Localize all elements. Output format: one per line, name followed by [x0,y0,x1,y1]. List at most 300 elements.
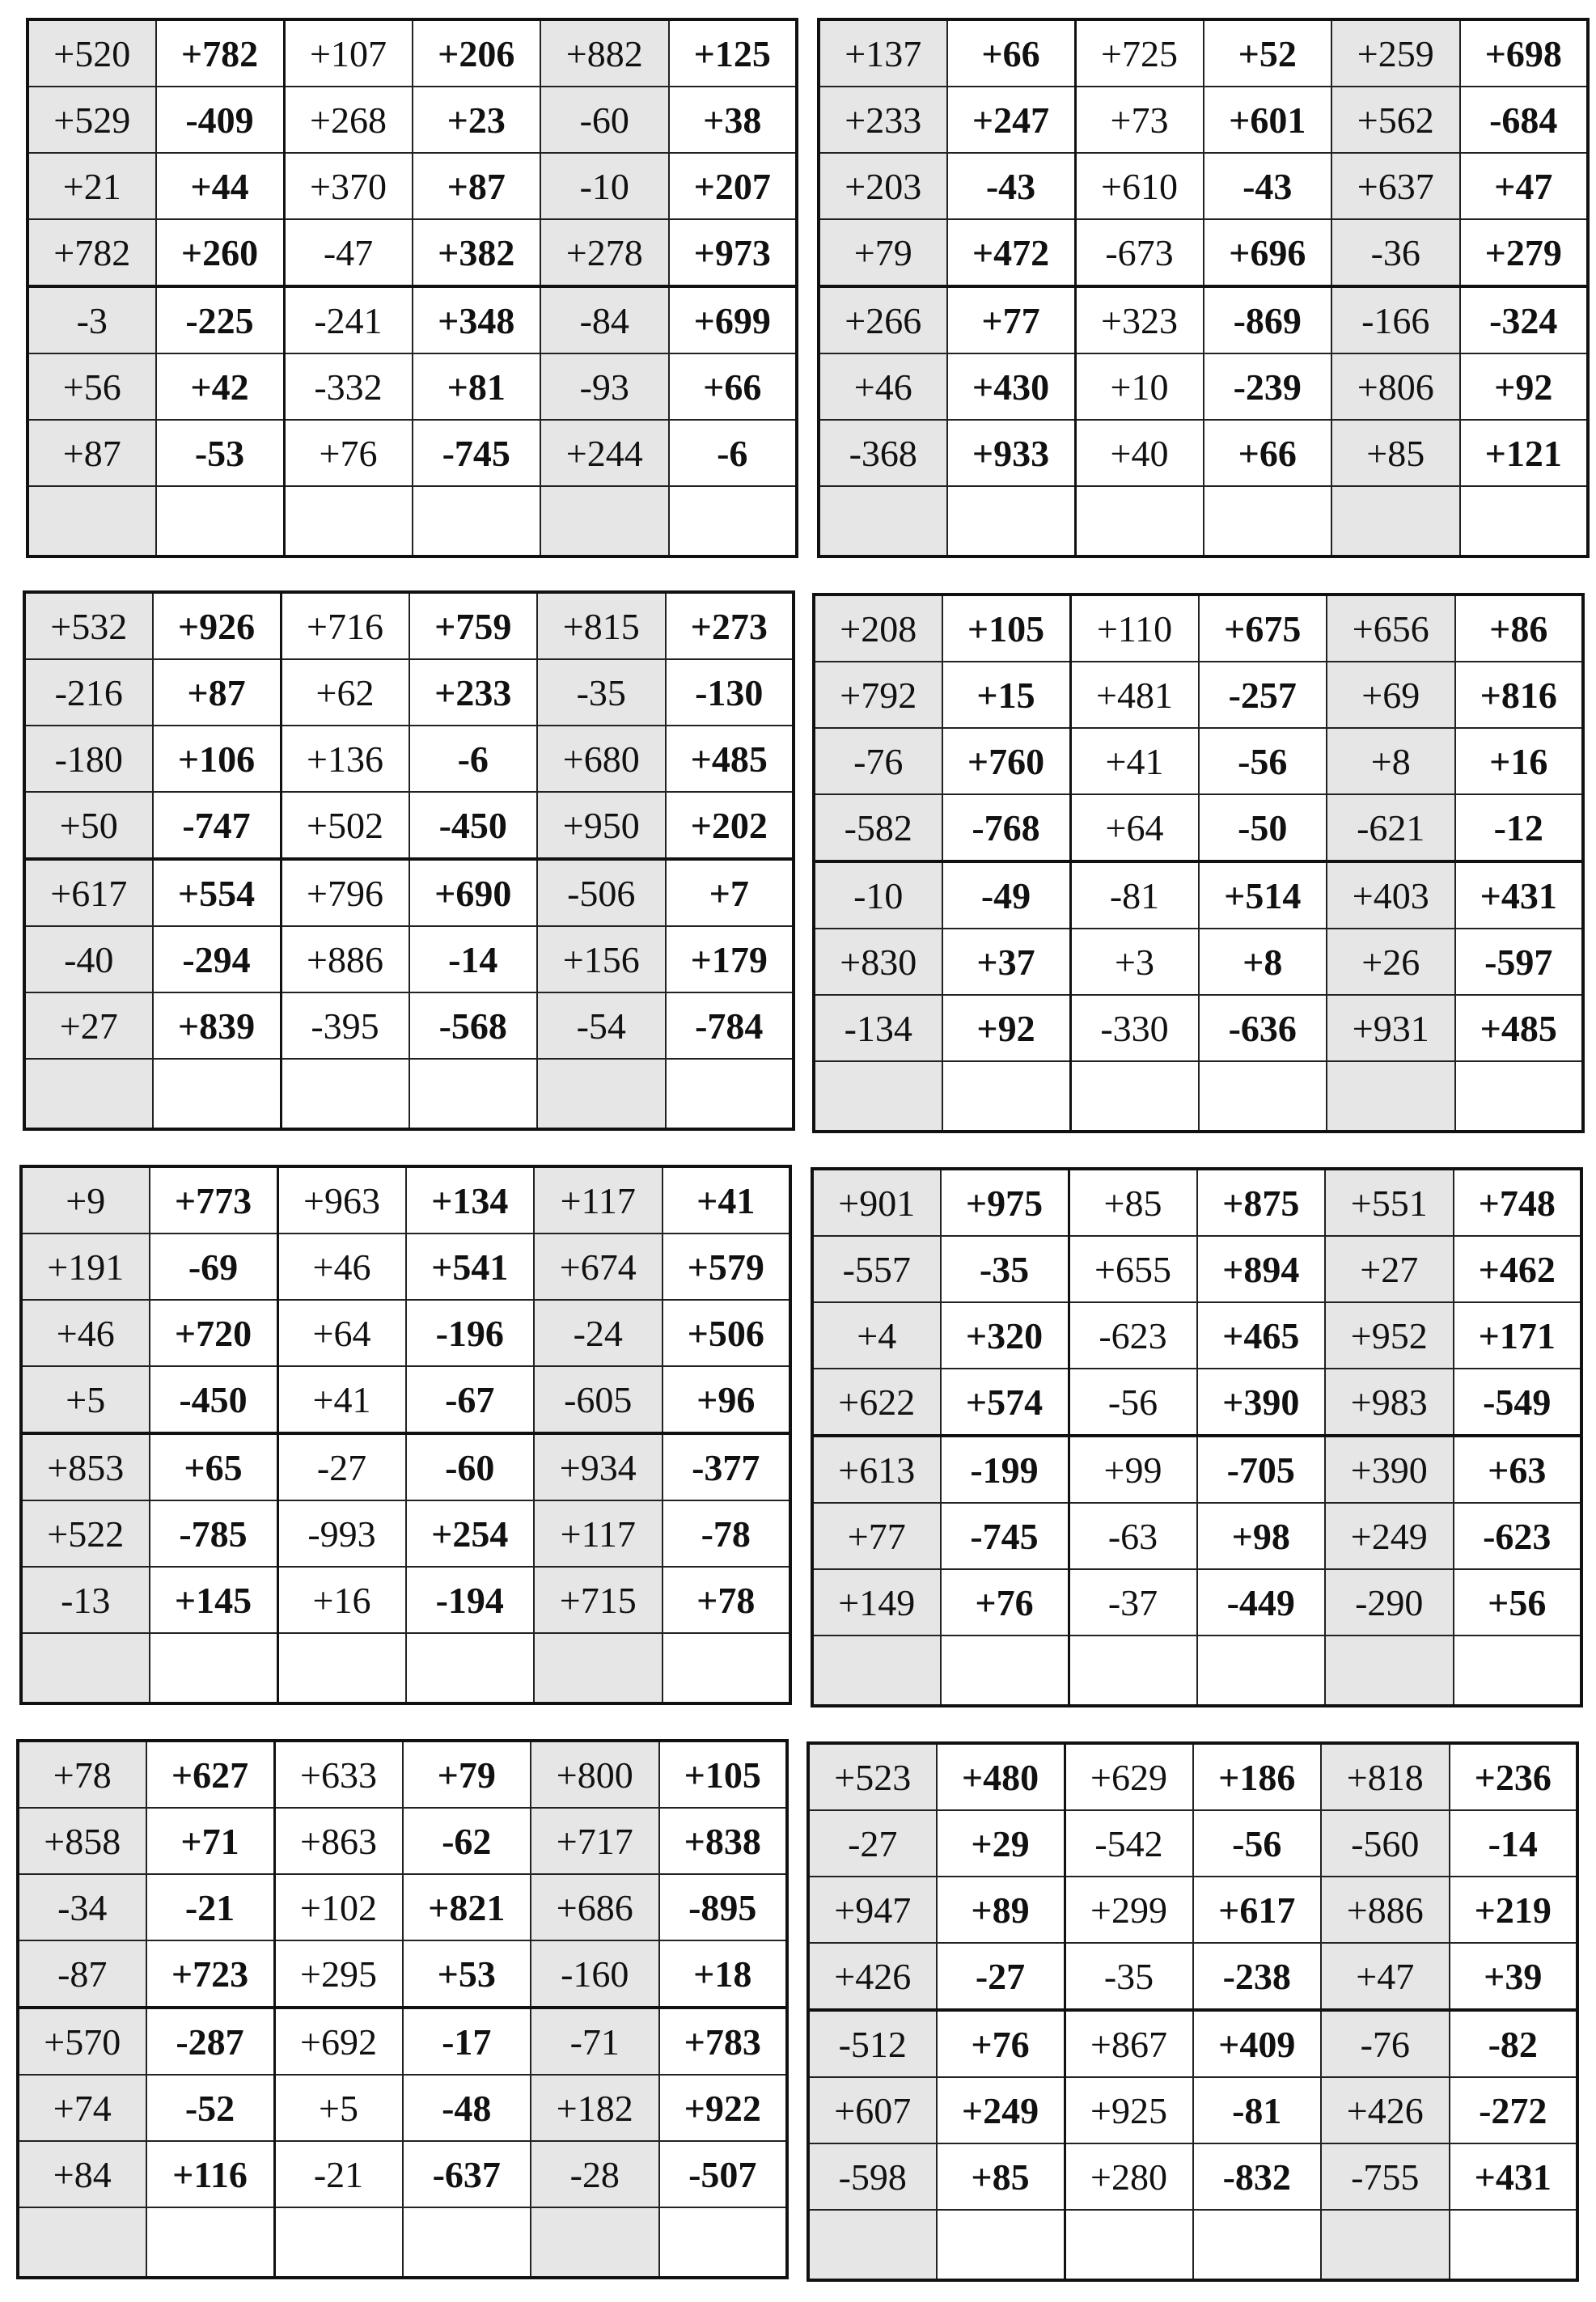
table-row [24,926,794,992]
number-cell: +925 [1065,2077,1193,2143]
number-cell: +947 [808,1877,937,1943]
number-cell: -134 [814,995,942,1061]
answer-cell[interactable] [669,486,798,556]
answer-cell[interactable] [812,1636,941,1706]
number-cell: +117 [534,1166,663,1234]
number-cell: +116 [146,2141,275,2207]
number-cell: +696 [1204,219,1332,286]
number-cell: +922 [659,2075,788,2141]
number-cell: +806 [1331,353,1460,420]
number-cell: +579 [663,1234,791,1300]
number-cell: +23 [413,87,541,153]
table-row [812,1236,1581,1302]
number-cell: +52 [1204,19,1332,87]
table-row [808,1877,1577,1943]
answer-cell[interactable] [540,486,669,556]
answer-cell[interactable] [1325,1636,1454,1706]
answer-cell[interactable] [814,1061,942,1132]
number-cell: +926 [153,592,282,659]
number-cell: -10 [540,153,669,219]
answer-cell[interactable] [1070,1061,1199,1132]
number-cell: +431 [1455,861,1584,929]
number-cell: +66 [947,19,1076,87]
number-cell: +680 [537,726,666,792]
number-cell: -241 [284,286,413,353]
number-cell: -409 [156,87,285,153]
answer-cell[interactable] [947,486,1076,556]
number-cell: -636 [1199,995,1327,1061]
answer-cell[interactable] [406,1633,535,1703]
number-cell: -745 [941,1503,1069,1569]
number-cell: -53 [156,420,285,486]
number-cell: +39 [1450,1943,1578,2010]
answer-cell[interactable] [1069,1636,1197,1706]
answer-cell[interactable] [284,486,413,556]
number-cell: +950 [537,792,666,859]
number-cell: +105 [659,1741,788,1808]
number-cell: +74 [18,2075,146,2141]
answer-cell[interactable] [1327,1061,1455,1132]
table-row [21,1300,790,1366]
number-cell: +249 [937,2077,1065,2143]
number-cell: -768 [942,794,1071,861]
table-row [814,995,1583,1061]
number-cell: +875 [1197,1169,1326,1236]
number-cell: +390 [1197,1369,1326,1436]
number-cell: -290 [1325,1569,1454,1636]
number-cell: -637 [403,2141,531,2207]
number-cell: +480 [937,1743,1065,1810]
number-cell: +236 [1450,1743,1578,1810]
number-cell: +136 [281,726,409,792]
number-cell: +86 [1455,595,1584,662]
number-cell: +629 [1065,1743,1193,1810]
number-cell: +206 [413,19,541,87]
number-cell: +40 [1075,420,1204,486]
number-cell: +698 [1460,19,1589,87]
number-cell: +56 [28,353,156,420]
number-cell: +821 [403,1874,531,1940]
number-cell: -239 [1204,353,1332,420]
table-row [814,929,1583,995]
answer-cell[interactable] [808,2210,937,2280]
number-cell: +85 [937,2143,1065,2210]
number-cell: +610 [1075,153,1204,219]
number-cell: +759 [409,592,538,659]
answer-cell[interactable] [1199,1061,1327,1132]
number-cell: +87 [413,153,541,219]
number-cell: +963 [277,1166,406,1234]
table-row [812,1569,1581,1636]
number-cell: +56 [1454,1569,1582,1636]
number-cell: +818 [1321,1743,1450,1810]
answer-cell[interactable] [819,486,947,556]
number-cell: +203 [819,153,947,219]
number-cell: -560 [1321,1810,1450,1877]
number-cell: -17 [403,2008,531,2075]
table-row [819,219,1588,286]
table-row [21,1366,790,1433]
answer-row [812,1636,1581,1706]
number-cell: -166 [1331,286,1460,353]
number-cell: +485 [666,726,794,792]
table-row [28,353,797,420]
table-row [28,219,797,286]
number-cell: +92 [1460,353,1589,420]
number-cell: -63 [1069,1503,1197,1569]
number-cell: +716 [281,592,409,659]
number-cell: +390 [1325,1436,1454,1503]
answer-cell[interactable] [150,1633,278,1703]
number-cell: -69 [150,1234,278,1300]
table-row [18,1808,787,1874]
answer-cell[interactable] [24,1059,153,1129]
table-row [28,153,797,219]
table-row [808,2143,1577,2210]
number-cell: +121 [1460,420,1589,486]
number-cell: +105 [942,595,1071,662]
answer-row [819,486,1588,556]
answer-cell[interactable] [942,1061,1071,1132]
number-cell: -747 [153,792,282,859]
answer-cell[interactable] [531,2207,659,2278]
number-cell: +47 [1321,1943,1450,2010]
number-cell: +723 [146,1940,275,2008]
number-cell: -330 [1070,995,1199,1061]
table-row [18,2008,787,2075]
answer-cell[interactable] [1065,2210,1193,2280]
answer-cell[interactable] [18,2207,146,2278]
number-cell: -377 [663,1433,791,1500]
number-cell: -450 [409,792,538,859]
answer-cell[interactable] [1450,2210,1578,2280]
number-cell: -35 [1065,1943,1193,2010]
number-cell: +472 [947,219,1076,286]
number-cell: -3 [28,286,156,353]
answer-cell[interactable] [1075,486,1204,556]
number-cell: +9 [21,1166,150,1234]
answer-cell[interactable] [274,2207,403,2278]
number-cell: +149 [812,1569,941,1636]
number-cell: +607 [808,2077,937,2143]
number-cell: +16 [277,1567,406,1633]
number-cell: -14 [409,926,538,992]
number-cell: +692 [274,2008,403,2075]
answer-cell[interactable] [659,2207,788,2278]
number-cell: +748 [1454,1169,1582,1236]
number-cell: +760 [942,728,1071,794]
number-grid-2 [817,18,1590,558]
answer-cell[interactable] [28,486,156,556]
number-cell: +179 [666,926,794,992]
table-row [808,2077,1577,2143]
answer-cell[interactable] [1204,486,1332,556]
number-cell: +107 [284,19,413,87]
table-row [18,1874,787,1940]
table-row [18,1741,787,1808]
number-cell: -6 [409,726,538,792]
number-cell: +78 [18,1741,146,1808]
number-cell: -27 [277,1433,406,1500]
number-cell: +853 [21,1433,150,1500]
number-cell: -35 [537,659,666,726]
number-cell: -512 [808,2010,937,2077]
number-cell: -257 [1199,662,1327,728]
number-cell: +89 [937,1877,1065,1943]
number-cell: +502 [281,792,409,859]
number-cell: -684 [1460,87,1589,153]
answer-cell[interactable] [937,2210,1065,2280]
number-cell: -67 [406,1366,535,1433]
number-cell: +551 [1325,1169,1454,1236]
answer-cell[interactable] [277,1633,406,1703]
number-cell: +62 [281,659,409,726]
number-cell: +247 [947,87,1076,153]
answer-cell[interactable] [146,2207,275,2278]
number-cell: +26 [1327,929,1455,995]
number-cell: +8 [1199,929,1327,995]
answer-cell[interactable] [21,1633,150,1703]
answer-cell[interactable] [534,1633,663,1703]
number-cell: +37 [942,929,1071,995]
number-cell: -196 [406,1300,535,1366]
number-cell: +96 [663,1366,791,1433]
number-cell: -36 [1331,219,1460,286]
table-row [819,286,1588,353]
number-cell: +77 [947,286,1076,353]
number-cell: +863 [274,1808,403,1874]
number-cell: -35 [941,1236,1069,1302]
answer-cell[interactable] [413,486,541,556]
number-cell: +41 [277,1366,406,1433]
number-cell: +84 [18,2141,146,2207]
number-cell: +18 [659,1940,788,2008]
answer-row [18,2207,787,2278]
answer-cell[interactable] [156,486,285,556]
number-cell: +27 [1325,1236,1454,1302]
answer-cell[interactable] [663,1633,791,1703]
number-cell: +47 [1460,153,1589,219]
table-row [24,859,794,926]
number-grid-1 [26,18,798,558]
number-cell: -84 [540,286,669,353]
table-row [819,19,1588,87]
number-cell: -785 [150,1500,278,1567]
number-cell: +87 [28,420,156,486]
number-cell: +63 [1454,1436,1582,1503]
number-cell: +816 [1455,662,1584,728]
table-row [21,1567,790,1633]
number-cell: -10 [814,861,942,929]
number-cell: -216 [24,659,153,726]
number-cell: -507 [659,2141,788,2207]
number-cell: +773 [150,1166,278,1234]
answer-cell[interactable] [1193,2210,1322,2280]
number-cell: +627 [146,1741,275,1808]
number-cell: +99 [1069,1436,1197,1503]
number-cell: -56 [1069,1369,1197,1436]
number-cell: +98 [1197,1503,1326,1569]
number-cell: +259 [1331,19,1460,87]
answer-cell[interactable] [403,2207,531,2278]
number-cell: -784 [666,992,794,1059]
number-cell: -13 [21,1567,150,1633]
number-cell: +202 [666,792,794,859]
number-cell: -272 [1450,2077,1578,2143]
table-row [812,1436,1581,1503]
number-cell: +886 [281,926,409,992]
table-row [819,353,1588,420]
number-cell: +690 [409,859,538,926]
number-cell: +4 [812,1302,941,1369]
number-cell: +430 [947,353,1076,420]
number-cell: -82 [1450,2010,1578,2077]
table-row [28,19,797,87]
number-cell: -60 [406,1433,535,1500]
number-cell: +10 [1075,353,1204,420]
number-cell: +78 [663,1567,791,1633]
number-cell: -199 [941,1436,1069,1503]
table-row [808,1943,1577,2010]
number-cell: +207 [669,153,798,219]
number-cell: +244 [540,420,669,486]
answer-cell[interactable] [153,1059,282,1129]
number-cell: +655 [1069,1236,1197,1302]
number-cell: +717 [531,1808,659,1874]
number-cell: +21 [28,153,156,219]
number-cell: +973 [669,219,798,286]
number-cell: +715 [534,1567,663,1633]
number-cell: +299 [1065,1877,1193,1943]
number-cell: +279 [1460,219,1589,286]
number-cell: +7 [666,859,794,926]
number-cell: +273 [666,592,794,659]
number-cell: +5 [21,1366,150,1433]
number-cell: -24 [534,1300,663,1366]
number-cell: +41 [1070,728,1199,794]
number-cell: +182 [531,2075,659,2141]
number-cell: -40 [24,926,153,992]
number-cell: +266 [819,286,947,353]
number-cell: +796 [281,859,409,926]
number-cell: -621 [1327,794,1455,861]
number-cell: -238 [1193,1943,1322,2010]
number-cell: +601 [1204,87,1332,153]
number-cell: +254 [406,1500,535,1567]
table-row [808,1743,1577,1810]
number-cell: +617 [24,859,153,926]
number-cell: +699 [669,286,798,353]
number-cell: +233 [409,659,538,726]
answer-row [814,1061,1583,1132]
table-row [18,2141,787,2207]
number-cell: -869 [1204,286,1332,353]
answer-row [21,1633,790,1703]
number-cell: +27 [24,992,153,1059]
number-cell: -52 [146,2075,275,2141]
number-cell: -623 [1069,1302,1197,1369]
table-row [819,420,1588,486]
number-cell: -34 [18,1874,146,1940]
number-cell: +29 [937,1810,1065,1877]
answer-cell[interactable] [1197,1636,1326,1706]
number-cell: +323 [1075,286,1204,353]
number-cell: +426 [1321,2077,1450,2143]
number-cell: -832 [1193,2143,1322,2210]
answer-cell[interactable] [1321,2210,1450,2280]
number-cell: -582 [814,794,942,861]
number-cell: +656 [1327,595,1455,662]
table-row [812,1169,1581,1236]
number-cell: +81 [413,353,541,420]
answer-cell[interactable] [409,1059,538,1129]
number-cell: +280 [1065,2143,1193,2210]
number-cell: +46 [21,1300,150,1366]
number-cell: -542 [1065,1810,1193,1877]
answer-cell[interactable] [1460,486,1589,556]
table-row [812,1503,1581,1569]
number-cell: -755 [1321,2143,1450,2210]
number-cell: -93 [540,353,669,420]
number-cell: -623 [1454,1503,1582,1569]
number-cell: +523 [808,1743,937,1810]
number-cell: +44 [156,153,285,219]
number-cell: +171 [1454,1302,1582,1369]
number-cell: +260 [156,219,285,286]
number-cell: +933 [947,420,1076,486]
number-cell: +64 [277,1300,406,1366]
number-cell: +64 [1070,794,1199,861]
number-cell: +8 [1327,728,1455,794]
number-cell: +38 [669,87,798,153]
number-grid-3 [23,590,795,1131]
number-cell: +725 [1075,19,1204,87]
answer-cell[interactable] [281,1059,409,1129]
number-cell: -76 [1321,2010,1450,2077]
number-grid-4 [812,593,1585,1133]
number-cell: -395 [281,992,409,1059]
answer-cell[interactable] [1454,1636,1582,1706]
number-cell: +952 [1325,1302,1454,1369]
number-cell: +431 [1450,2143,1578,2210]
answer-cell[interactable] [537,1059,666,1129]
number-cell: -87 [18,1940,146,2008]
number-cell: +485 [1455,995,1584,1061]
number-cell: -449 [1197,1569,1326,1636]
number-cell: +348 [413,286,541,353]
number-cell: +570 [18,2008,146,2075]
number-cell: -28 [531,2141,659,2207]
number-cell: +613 [812,1436,941,1503]
answer-cell[interactable] [1331,486,1460,556]
answer-cell[interactable] [666,1059,794,1129]
number-cell: +800 [531,1741,659,1808]
number-cell: +156 [537,926,666,992]
number-cell: +125 [669,19,798,87]
number-cell: +382 [413,219,541,286]
answer-row [24,1059,794,1129]
number-cell: +15 [942,662,1071,728]
table-row [21,1500,790,1567]
number-cell: +562 [1331,87,1460,153]
answer-cell[interactable] [1455,1061,1584,1132]
answer-cell[interactable] [941,1636,1069,1706]
number-cell: -180 [24,726,153,792]
number-cell: +858 [18,1808,146,1874]
number-cell: -450 [150,1366,278,1433]
number-cell: +69 [1327,662,1455,728]
table-row [812,1369,1581,1436]
